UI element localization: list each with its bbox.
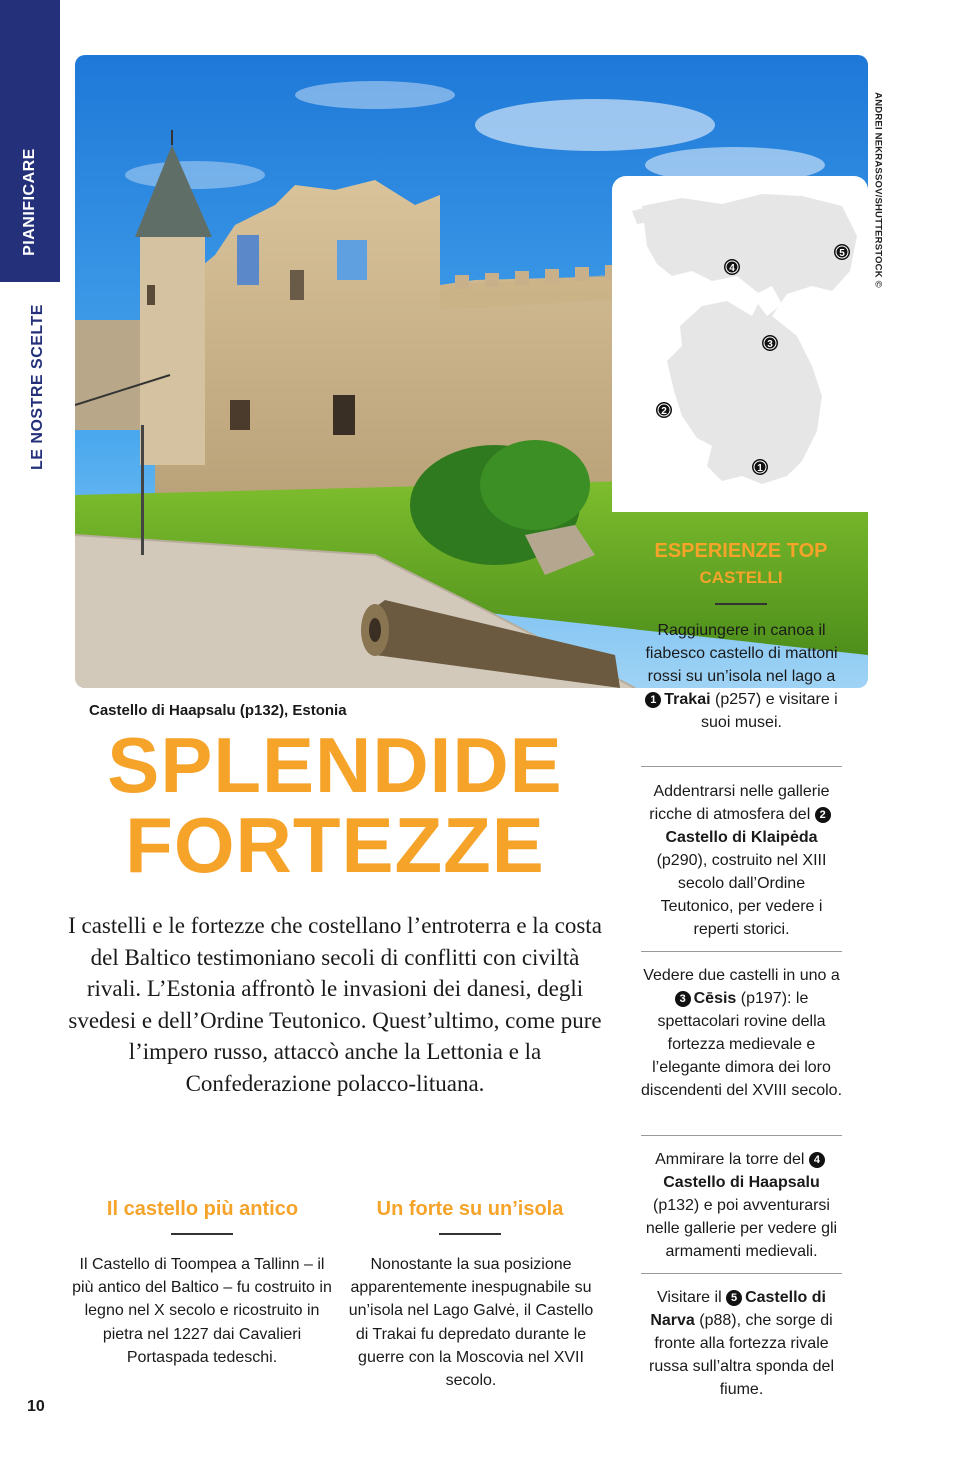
sidebar-item-4: Ammirare la torre del 4Castello di Haapsalu (p132) e poi avventurarsi nelle gallerie per vedere gli armamenti medievali. [645,1151,838,1260]
sidebar-item-1-name: Trakai [664,691,711,708]
column-1-rule [171,1233,233,1235]
map-marker-4 [724,259,740,275]
column-1-title: Il castello più antico [106,1198,299,1220]
svg-text:3: 3 [767,339,773,350]
map-marker-3 [762,335,778,351]
sidebar-divider [641,951,842,952]
page-number: 10 [27,1398,45,1415]
sidebar-divider [641,1135,842,1136]
sidebar-item-5-name: Castello di Narva [650,1289,826,1329]
column-2-rule [439,1233,501,1235]
sidebar-divider [641,766,842,767]
subsection-tab-label: LE NOSTRE SCELTE [29,304,46,470]
map-marker-5 [834,244,850,260]
intro-text: I castelli e le fortezze che costellano l’entroterra e la costa del Baltico testimoniano secoli di conflitti con civiltà rivali. L’Estonia affrontò le invasioni dei danesi, degli svedesi e dell’Ordine Teutonico. Quest’ultimo, come pure l’impero russo, attaccò anche la Lettonia e la Confederazione polacco-lituana. [68,913,602,1096]
map-marker-1 [752,459,768,475]
sidebar-item-3-name: Cēsis [693,990,737,1007]
page-title [60,721,610,889]
map-panel [612,176,868,512]
title-line-2: FORTEZZE [125,801,545,889]
sidebar-divider [641,1273,842,1274]
section-tab-label: PIANIFICARE [21,148,38,256]
photo-credit: ANDREI NEKRASSOV/SHUTTERSTOCK © [872,92,884,288]
svg-text:4: 4 [729,263,735,274]
number-badge-2: 2 [815,807,831,823]
baltic-map [612,176,868,512]
sidebar-item-5: Visitare il 5 Castello di Narva (p88), che sorge di fronte alla fortezza rivale russa sull’altra sponda del fiume. [649,1289,834,1398]
sidebar-subtitle: CASTELLI [699,568,783,587]
sidebar-item-2-name: Castello di Klaipėda [665,829,818,846]
column-2-title: Un forte su un’isola [376,1198,564,1220]
sidebar-title: ESPERIENZE TOP [654,540,828,562]
sidebar-rule [715,603,767,605]
number-badge-3: 3 [675,991,691,1007]
title-line-1: SPLENDIDE [107,721,563,809]
sidebar-item-1: Raggiungere in canoa il fiabesco castello di mattoni rossi su un’isola nel lago a 1 Trakai (p257) e visitare i suoi musei. [645,622,838,731]
sidebar-item-3: Vedere due castelli in uno a 3 Cēsis (p197): le spettacolari rovine della fortezza medievale e l’elegante dimora dei loro discendenti del XVIII secolo. [641,967,843,1099]
number-badge-1: 1 [645,692,661,708]
photo-caption: Castello di Haapsalu (p132), Estonia [89,702,347,719]
section-tab [0,0,60,282]
column-2-body: Nonostante la sua posizione apparentemente inespugnabile su un’isola nel Lago Galvė, il Castello di Trakai fu depredato durante le guerre con la Moscovia nel XVII secolo. [348,1256,594,1390]
number-badge-5: 5 [726,1290,742,1306]
svg-text:5: 5 [839,248,845,259]
map-marker-2 [656,402,672,418]
column-1-body: Il Castello di Toompea a Tallinn – il più antico del Baltico – fu costruito in legno nel X secolo e ricostruito in pietra nel 1227 dai Cavalieri Portaspada tedeschi. [72,1256,332,1366]
number-badge-4: 4 [809,1152,825,1168]
sidebar-item-4-name: Castello di Haapsalu [663,1174,820,1191]
svg-text:1: 1 [757,463,763,474]
sidebar-item-2: Addentrarsi nelle gallerie ricche di atmosfera del 2Castello di Klaipėda (p290), costruito nel XIII secolo dall’Ordine Teutonico, per vedere i reperti storici. [649,783,830,938]
svg-text:2: 2 [661,406,667,417]
